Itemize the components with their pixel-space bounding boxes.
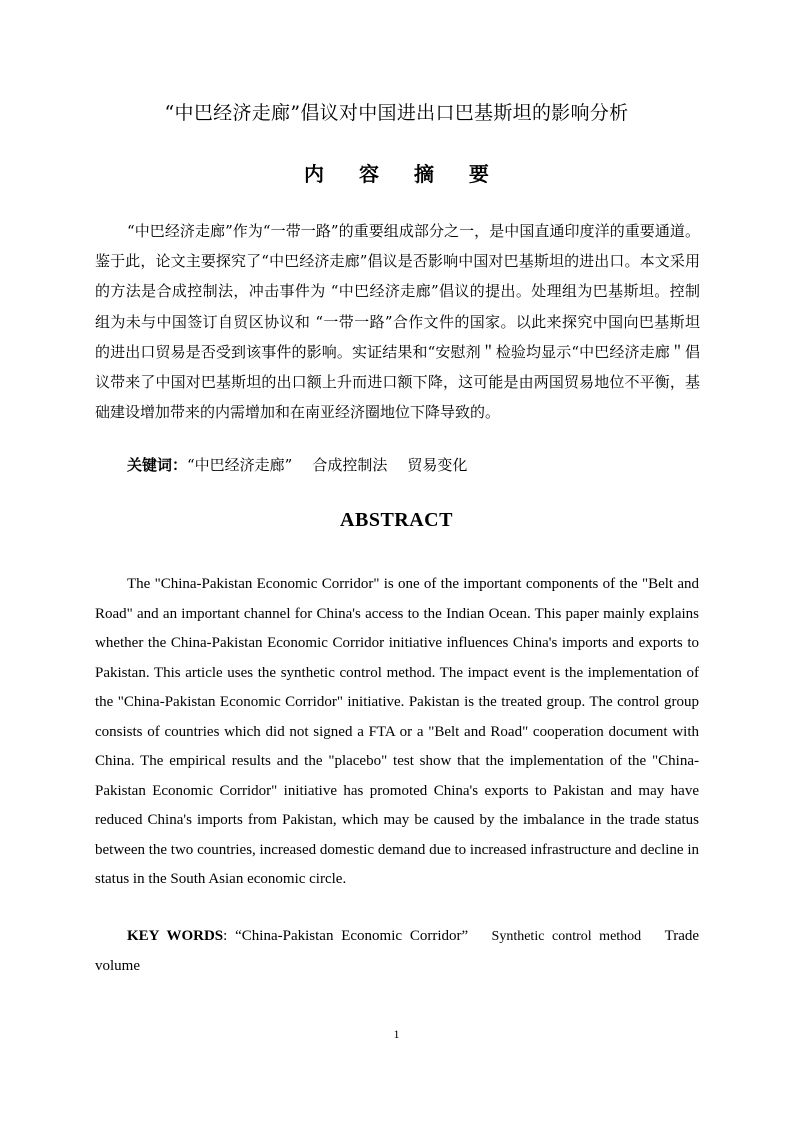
english-keywords-separator: : xyxy=(223,928,236,944)
chinese-keywords-label: 关键词： xyxy=(127,456,188,474)
page-number: 1 xyxy=(393,1027,400,1041)
english-keywords-label: KEY WORDS xyxy=(127,928,224,944)
chinese-abstract-text: “中巴经济走廊”作为“一带一路”的重要组成部分之一，是中国直通印度洋的重要通道。鉴于此，论文主要探究了“中巴经济走廊”倡议是否影响中国对巴基斯坦的进出口。本文采用的方法是合成控制法，冲击事件为 “中巴经济走廊”倡议的提出。处理组为巴基斯坦。控制组为未与中国签订自贸区协议和 “一带一路”合作文件的国家。以此来探究中国向巴基斯坦的进出口贸易是否受到该事件的影响。实证结果和“安慰剂＂检验均显示“中巴经济走廊＂倡议带来了中国对巴基斯坦的出口额上升而进口额下降，这可能是由两国贸易地位不平衡，基础建设增加带来的内需增加和在南亚经济圈地位下降导致的。 xyxy=(95,222,700,422)
chinese-abstract-heading: 内 容 摘 要 xyxy=(304,162,503,186)
chinese-abstract-body xyxy=(95,216,700,427)
english-keyword: Synthetic control method xyxy=(491,929,642,944)
english-keyword: “China-Pakistan Economic Corridor” xyxy=(235,928,469,944)
chinese-keyword: 合成控制法 xyxy=(312,456,388,474)
english-abstract-text: The "China-Pakistan Economic Corridor" is one of the important components of the "Belt and Road" and an important channel for China's access to the Indian Ocean. This paper mainly explains whether the China-Pakistan Economic Corridor initiative influences China's imports and exports to Pakistan. This article uses the synthetic control method. The impact event is the implementation of the "China-Pakistan Economic Corridor" initiative. Pakistan is the treated group. The control group consists of countries which did not signed a FTA or a "Belt and Road" cooperation document with China. The empirical results and the "placebo" test show that the implementation of the "China-Pakistan Economic Corridor" initiative has promoted China's exports to Pakistan and may have reduced China's imports from Pakistan, which may be caused by the imbalance in the trade status between the two countries, increased domestic demand due to increased infrastructure and decline in status in the South Asian economic circle. xyxy=(95,576,699,887)
english-keyword: Trade volume xyxy=(95,928,700,974)
paper-title: “中巴经济走廊”倡议对中国进出口巴基斯坦的影响分析 xyxy=(164,102,629,124)
chinese-keyword: “中巴经济走廊” xyxy=(187,456,293,474)
english-abstract-heading: ABSTRACT xyxy=(340,509,453,531)
english-keywords xyxy=(95,922,699,981)
chinese-keywords xyxy=(127,452,487,478)
chinese-keyword: 贸易变化 xyxy=(407,456,468,474)
